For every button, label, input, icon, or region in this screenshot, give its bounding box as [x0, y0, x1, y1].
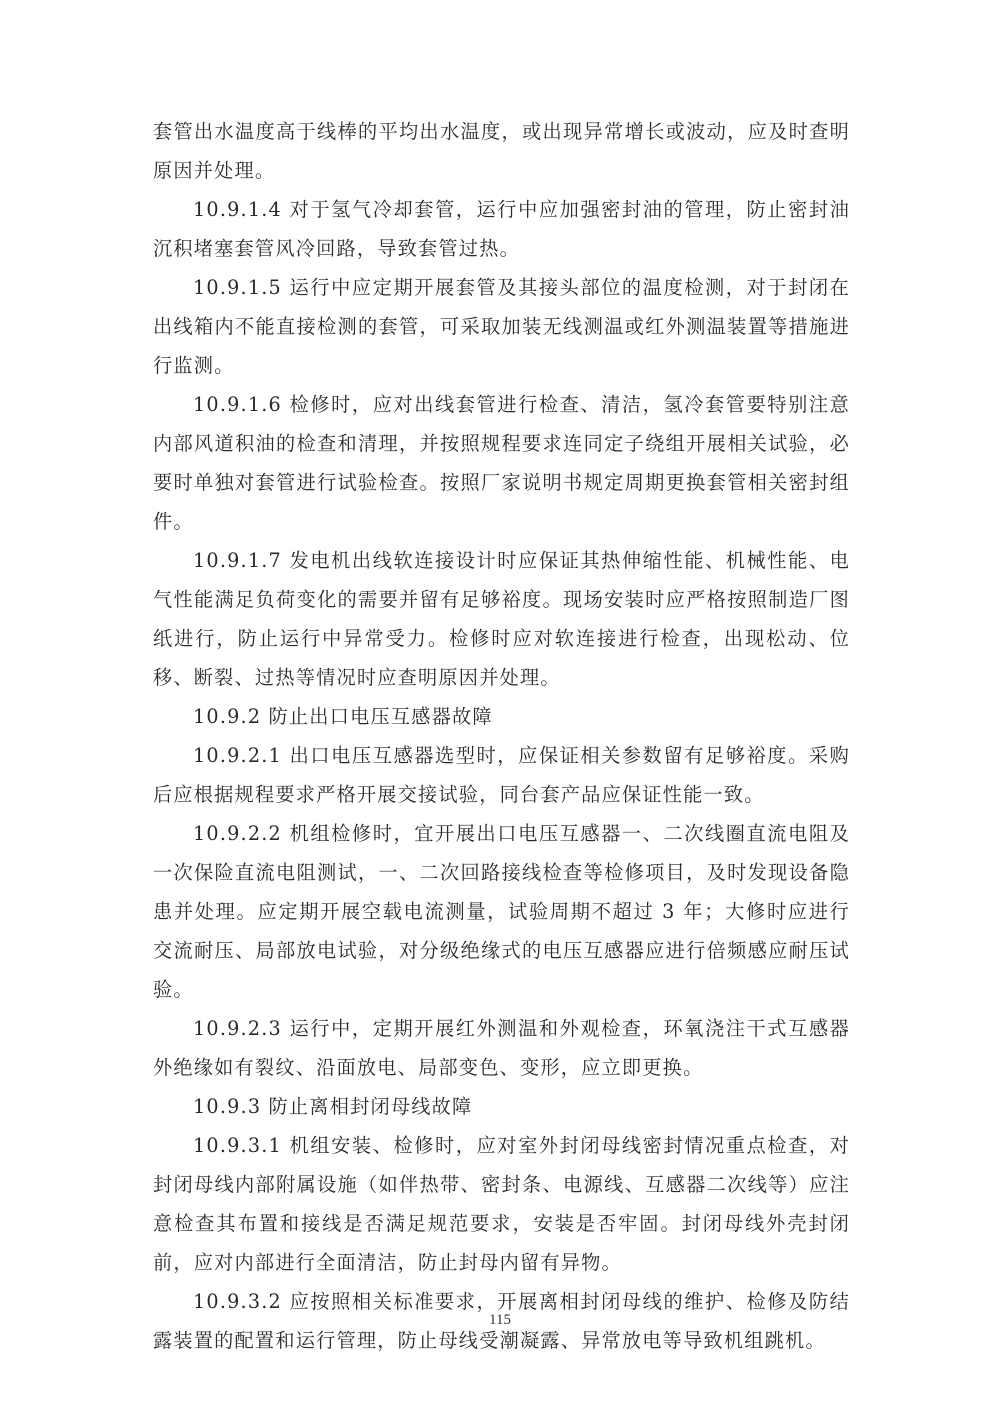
- paragraph-10-9-2-2: 10.9.2.2 机组检修时，宜开展出口电压互感器一、二次线圈直流电阻及一次保险直流电阻测试，一、二次回路接线检查等检修项目，及时发现设备隐患并处理。应定期开展空载电流测量，试验周期不超过 3 年；大修时应进行交流耐压、局部放电试验，对分级绝缘式的电压互感器应进行倍频感应耐压试验。: [153, 822, 850, 1001]
- paragraph-continuation: 套管出水温度高于线棒的平均出水温度，或出现异常增长或波动，应及时查明原因并处理。: [153, 120, 850, 182]
- paragraph-10-9-3-2: 10.9.3.2 应按照相关标准要求，开展离相封闭母线的维护、检修及防结露装置的配置和运行管理，防止母线受潮凝露、异常放电等导致机组跳机。: [153, 1290, 850, 1352]
- paragraph-10-9-1-7: 10.9.1.7 发电机出线软连接设计时应保证其热伸缩性能、机械性能、电气性能满足负荷变化的需要并留有足够裕度。现场安装时应严格按照制造厂图纸进行，防止运行中异常受力。检修时应对软连接进行检查，出现松动、位移、断裂、过热等情况时应查明原因并处理。: [153, 549, 850, 689]
- section-heading-10-9-3: 10.9.3 防止离相封闭母线故障: [193, 1095, 473, 1118]
- paragraph-10-9-1-6: 10.9.1.6 检修时，应对出线套管进行检查、清洁，氢冷套管要特别注意内部风道积油的检查和清理，并按照规程要求连同定子绕组开展相关试验，必要时单独对套管进行试验检查。按照厂家说明书规定周期更换套管相关密封组件。: [153, 393, 850, 533]
- paragraph-10-9-1-4: 10.9.1.4 对于氢气冷却套管，运行中应加强密封油的管理，防止密封油沉积堵塞套管风冷回路，导致套管过热。: [153, 198, 850, 260]
- paragraph-10-9-1-5: 10.9.1.5 运行中应定期开展套管及其接头部位的温度检测，对于封闭在出线箱内不能直接检测的套管，可采取加装无线测温或红外测温装置等措施进行监测。: [153, 276, 850, 377]
- section-heading-10-9-2: 10.9.2 防止出口电压互感器故障: [193, 705, 493, 728]
- page-number: 115: [489, 1312, 511, 1328]
- paragraph-10-9-2-1: 10.9.2.1 出口电压互感器选型时，应保证相关参数留有足够裕度。采购后应根据规程要求严格开展交接试验，同台套产品应保证性能一致。: [153, 744, 850, 806]
- document-body: [153, 112, 850, 1360]
- paragraph-10-9-3-1: 10.9.3.1 机组安装、检修时，应对室外封闭母线密封情况重点检查，对封闭母线内部附属设施（如伴热带、密封条、电源线、互感器二次线等）应注意检查其布置和接线是否满足规范要求，安装是否牢固。封闭母线外壳封闭前，应对内部进行全面清洁，防止封母内留有异物。: [153, 1134, 850, 1274]
- paragraph-10-9-2-3: 10.9.2.3 运行中，定期开展红外测温和外观检查，环氧浇注干式互感器外绝缘如有裂纹、沿面放电、局部变色、变形，应立即更换。: [153, 1017, 850, 1079]
